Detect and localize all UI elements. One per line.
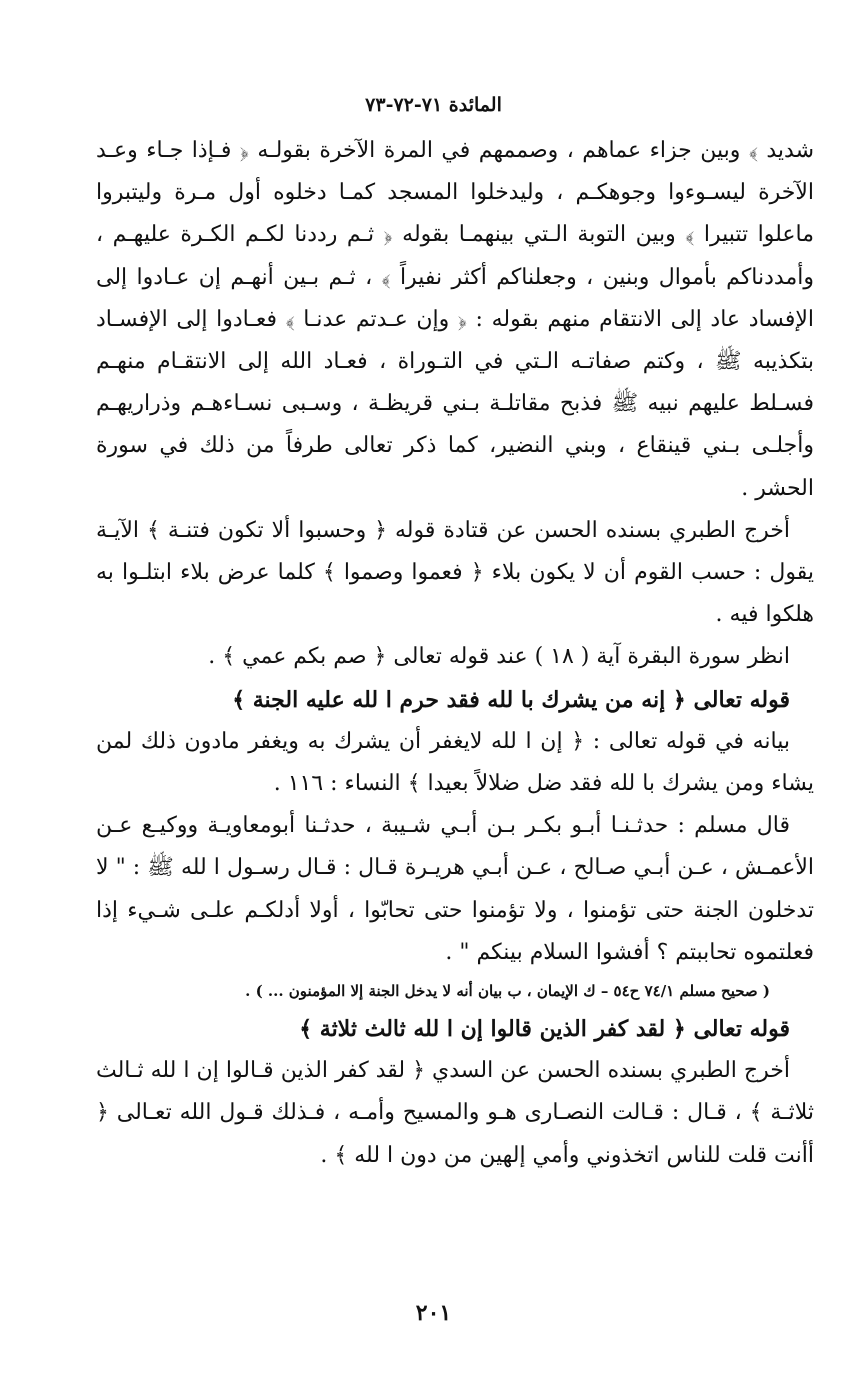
- paragraph-6: أخرج الطبري بسنده الحسن عن السدي ﴿ لقد كفر الذين قـالوا إن ا لله ثـالث ثلاثـة ﴾ ، قـال : قـالت النصـارى هـو والمسيح وأمـه ، فـذلك قـول الله تعـالى ﴿ أأنت قلت للناس اتخذوني وأمي إلهين من دون ا لله ﴾ .: [96, 1058, 814, 1168]
- paragraph-2: أخرج الطبري بسنده الحسن عن قتادة قوله ﴿ وحسبوا ألا تكون فتنـة ﴾ الآيـة يقول : حسب القوم أن لا يكون بلاء ﴿ فعموا وصموا ﴾ كلما عرض بلاء ابتلـوا به هلكوا فيه .: [96, 517, 814, 628]
- paragraph-5: قال مسلم : حدثـنـا أبـو بكـر بـن أبـي شـيبة ، حدثـنا أبومعاويـة ووكيـع عـن الأعمـش ، عـن أبـي صـالح ، عـن أبـي هريـرة قـال : قـال رسـول ا لله ﷺ : " لا تدخلون الجنة حتى تؤمنوا ، ولا تؤمنوا حتى تحابّوا ، أولا أدلكـم علـى شـيء إذا فعلتموه تحاببتم ؟ أفشوا السلام بينكم " .: [96, 813, 814, 965]
- verse-heading-2: قوله تعالى ﴿ لقد كفر الذين قالوا إن ا لله ثالث ثلاثة ﴾: [299, 1016, 790, 1043]
- verse-heading-1: قوله تعالى ﴿ إنه من يشرك با لله فقد حرم ا لله عليه الجنة ﴾: [232, 686, 790, 713]
- paragraph-4: بيانه في قوله تعالى : ﴿ إن ا لله لايغفر أن يشرك به ويغفر مادون ذلك لمن يشاء ومن يشرك با لله فقد ضل ضلالاً بعيدا ﴾ النساء : ١١٦ .: [96, 728, 814, 797]
- page-number: ٢٠١: [415, 1300, 452, 1326]
- page-body: [96, 130, 814, 1177]
- paragraph-1: شديد ﴾ وبين جزاء عماهم ، وصممهم في المرة الآخرة بقولـه ﴿ فـإذا جـاء وعـد الآخرة ليسـوءوا وجوهكـم ، وليدخلوا المسجد كمـا دخلوه أول مـرة وليتبروا ماعلوا تتبيرا ﴾ وبين التوبة الـتي بينهمـا بقوله ﴿ ثـم رددنا لكـم الكـرة عليهـم ، وأمددناكم بأموال وبنين ، وجعلناكم أكثر نفيراً ﴾ ، ثـم بـين أنهـم إن عـادوا إلى الإفساد عاد إلى الانتقام منهم بقوله : ﴿ وإن عـدتم عدنـا ﴾ فعـادوا إلى الإفسـاد بتكذيبه ﷺ ، وكتم صفاتـه الـتي في التـوراة ، فعـاد الله إلى الانتقـام منهـم فسـلط عليهم نبيه ﷺ فذبح مقاتلـة بـني قريظـة ، وسـبى نسـاءهـم وذراريهـم وأجلـى بـني قينقاع ، وبني النضير، كما ذكر تعالى طرفاً من ذلك في سورة الحشر .: [96, 138, 814, 501]
- running-header: المائدة ٧١-٧٢-٧٣: [365, 94, 502, 116]
- hadith-reference: ( صحيح مسلم ٧٤/١ ح٥٤ – ك الإيمان ، ب بيان أنه لا يدخل الجنة إلا المؤمنون ... ) .: [245, 982, 770, 1001]
- paragraph-3: انظر سورة البقرة آية ( ١٨ ) عند قوله تعالى ﴿ صم بكم عمي ﴾ .: [208, 644, 790, 670]
